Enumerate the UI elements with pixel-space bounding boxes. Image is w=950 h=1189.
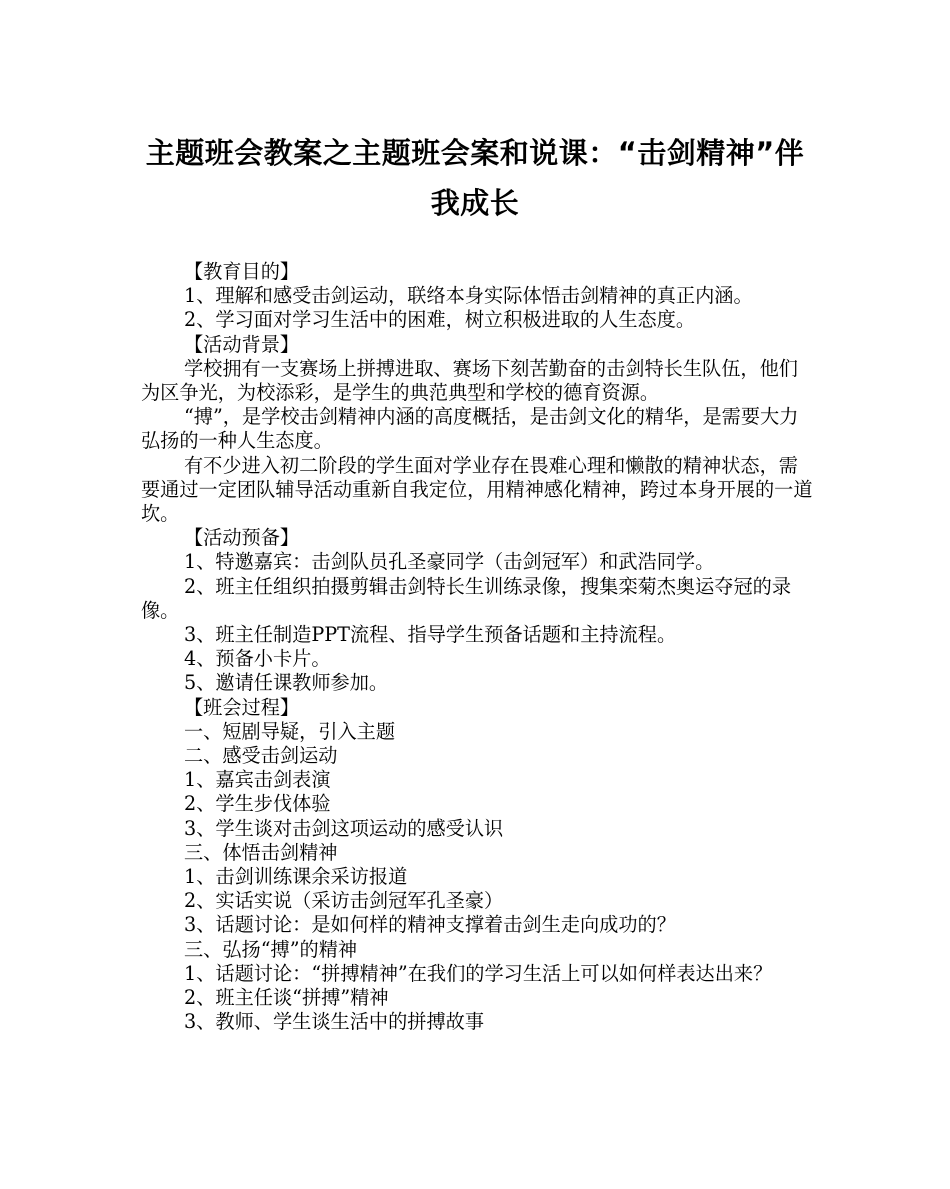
process-step-4: 三、弘扬“搏”的精神 [184, 937, 358, 961]
process-step-1: 一、短剧导疑，引入主题 [184, 719, 396, 743]
background-paragraph-2: “搏”，是学校击剑精神内涵的高度概括，是击剑文化的精华，是需要大力弘扬的一种人生态度。 [141, 405, 799, 453]
document-body [141, 260, 817, 1035]
section-heading-process: 【班会过程】 [184, 695, 300, 719]
process-substep: 3、教师、学生谈生活中的拼搏故事 [184, 1010, 485, 1034]
process-step-3: 三、体悟击剑精神 [184, 840, 338, 864]
process-substep: 3、学生谈对击剑这项运动的感受认识 [184, 816, 504, 840]
process-substep: 1、击剑训练课余采访报道 [184, 865, 408, 889]
process-step-2: 二、感受击剑运动 [184, 744, 338, 768]
goal-item-2: 2、学习面对学习生活中的困难，树立积极进取的人生态度。 [184, 308, 696, 332]
document-title: 主题班会教案之主题班会案和说课：“击剑精神”伴我成长 [145, 136, 805, 220]
section-heading-education-goals: 【教育目的】 [184, 260, 300, 283]
preparation-item-1: 1、特邀嘉宾：击剑队员孔圣豪同学（击剑冠军）和武浩同学。 [184, 550, 715, 574]
preparation-item-2: 2、班主任组织拍摄剪辑击剑特长生训练录像，搜集栾菊杰奥运夺冠的录像。 [141, 574, 792, 622]
process-substep: 2、学生步伐体验 [184, 792, 331, 816]
section-heading-background: 【活动背景】 [184, 332, 300, 356]
process-substep: 1、话题讨论：“拼搏精神”在我们的学习生活上可以如何样表达出来？ [184, 961, 773, 985]
process-substep: 2、实话实说（采访击剑冠军孔圣豪） [184, 889, 504, 913]
preparation-item-5: 5、邀请任课教师参加。 [184, 671, 389, 695]
preparation-item-3: 3、班主任制造PPT流程、指导学生预备话题和主持流程。 [184, 623, 677, 647]
background-paragraph-1: 学校拥有一支赛场上拼搏进取、赛场下刻苦勤奋的击剑特长生队伍，他们为区争光，为校添彩，是学生的典范典型和学校的德育资源。 [141, 356, 798, 405]
goal-item-1: 1、理解和感受击剑运动，联络本身实际体悟击剑精神的真正内涵。 [184, 284, 753, 308]
process-substep: 3、话题讨论：是如何样的精神支撑着击剑生走向成功的？ [184, 913, 676, 937]
section-heading-preparation: 【活动预备】 [184, 526, 300, 550]
process-substep: 1、嘉宾击剑表演 [184, 768, 331, 792]
process-substep: 2、班主任谈“拼搏”精神 [184, 986, 389, 1010]
background-paragraph-3: 有不少进入初二阶段的学生面对学业存在畏难心理和懒散的精神状态，需要通过一定团队辅导活动重新自我定位，用精神感化精神，跨过本身开展的一道坎。 [141, 453, 813, 526]
preparation-item-4: 4、预备小卡片。 [184, 647, 331, 671]
